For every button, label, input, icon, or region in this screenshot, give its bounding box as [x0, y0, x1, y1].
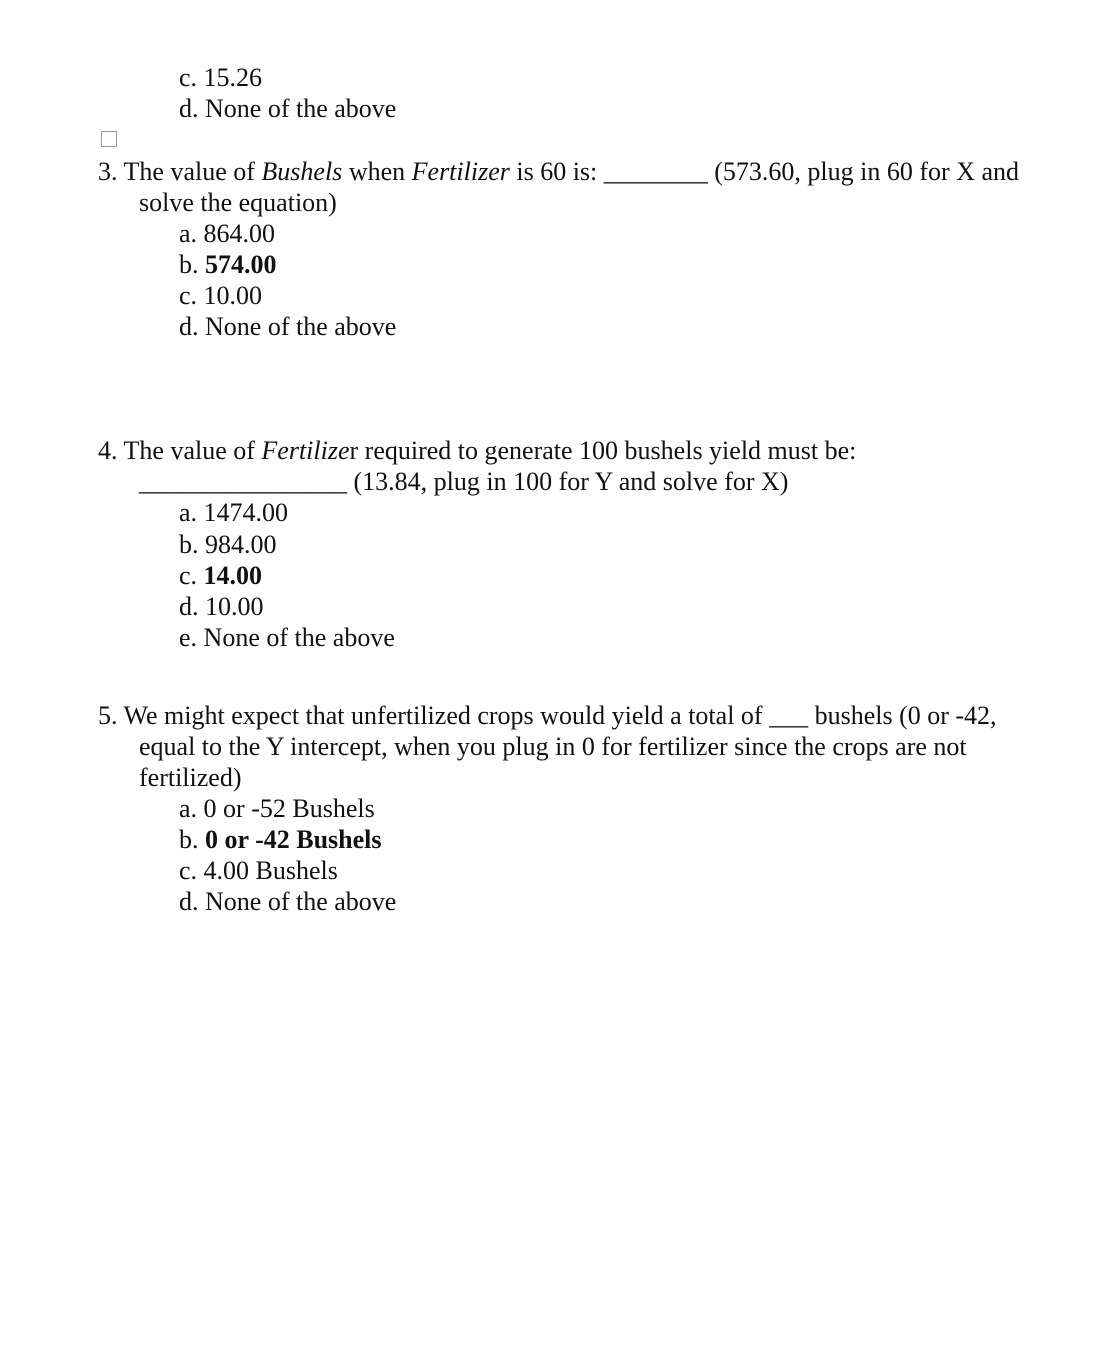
question-5-line-3: fertilized) [139, 763, 242, 792]
question-text-italic: Fertilize [261, 436, 350, 465]
question-text-italic: Bushels [261, 157, 343, 186]
option-c [179, 280, 262, 311]
option-letter: a. [179, 498, 198, 527]
option-d [179, 311, 396, 342]
option-a [179, 793, 375, 824]
option-letter: d. [179, 887, 199, 916]
option-text-correct: 574.00 [205, 250, 277, 279]
option-d [179, 886, 396, 917]
option-letter: c. [179, 561, 198, 590]
question-3-line-1 [98, 156, 1019, 187]
question-text-italic: Fertilizer [411, 157, 510, 186]
option-c [179, 62, 262, 93]
question-text: We might expect that unfertilized crops would yield a total of ___ bushels (0 or -42, [123, 701, 997, 730]
option-letter: a. [179, 219, 198, 248]
option-b [179, 824, 382, 855]
question-text: when [342, 157, 412, 186]
option-letter: d. [179, 94, 199, 123]
option-letter: c. [179, 63, 198, 92]
option-text-correct: 14.00 [203, 561, 263, 590]
option-text: 10.00 [203, 281, 263, 310]
option-d [179, 591, 264, 622]
question-4-line-1 [98, 435, 856, 466]
question-text: The value of [123, 436, 262, 465]
option-text: 15.26 [203, 63, 263, 92]
option-text: 4.00 Bushels [203, 856, 338, 885]
option-b [179, 529, 277, 560]
option-d [179, 93, 396, 124]
option-text: None of the above [203, 623, 395, 652]
option-b [179, 249, 277, 280]
option-e [179, 622, 395, 653]
question-5-line-2: equal to the Y intercept, when you plug in 0 for fertilizer since the crops are not [139, 732, 967, 761]
option-text: 984.00 [205, 530, 277, 559]
option-c [179, 560, 262, 591]
question-text: The value of [123, 157, 262, 186]
option-letter: d. [179, 592, 199, 621]
option-letter: c. [179, 281, 198, 310]
option-letter: d. [179, 312, 199, 341]
option-letter: a. [179, 794, 198, 823]
option-letter: b. [179, 530, 199, 559]
option-a [179, 218, 275, 249]
question-4-line-2: ________________ (13.84, plug in 100 for Y and solve for X) [139, 467, 789, 496]
option-text: 0 or -52 Bushels [203, 794, 375, 823]
question-3-line-2: solve the equation) [139, 188, 337, 217]
option-c [179, 855, 338, 886]
option-text-correct: 0 or -42 Bushels [205, 825, 382, 854]
question-text: r required to generate 100 bushels yield must be: [349, 436, 857, 465]
option-text: 10.00 [205, 592, 264, 621]
option-text: 1474.00 [203, 498, 289, 527]
option-a [179, 497, 288, 528]
option-text: None of the above [205, 94, 397, 123]
checkbox-icon[interactable] [101, 131, 117, 147]
question-5-line-1 [98, 700, 997, 731]
question-text: is 60 is: ________ (573.60, plug in 60 for X and [509, 157, 1020, 186]
option-text: 864.00 [203, 219, 276, 248]
option-letter: c. [179, 856, 198, 885]
option-letter: e. [179, 623, 198, 652]
question-number: 3. [98, 157, 118, 186]
question-number: 4. [98, 436, 118, 465]
option-letter: b. [179, 250, 199, 279]
option-text: None of the above [205, 312, 397, 341]
option-text: None of the above [205, 887, 397, 916]
option-letter: b. [179, 825, 199, 854]
question-number: 5. [98, 701, 118, 730]
